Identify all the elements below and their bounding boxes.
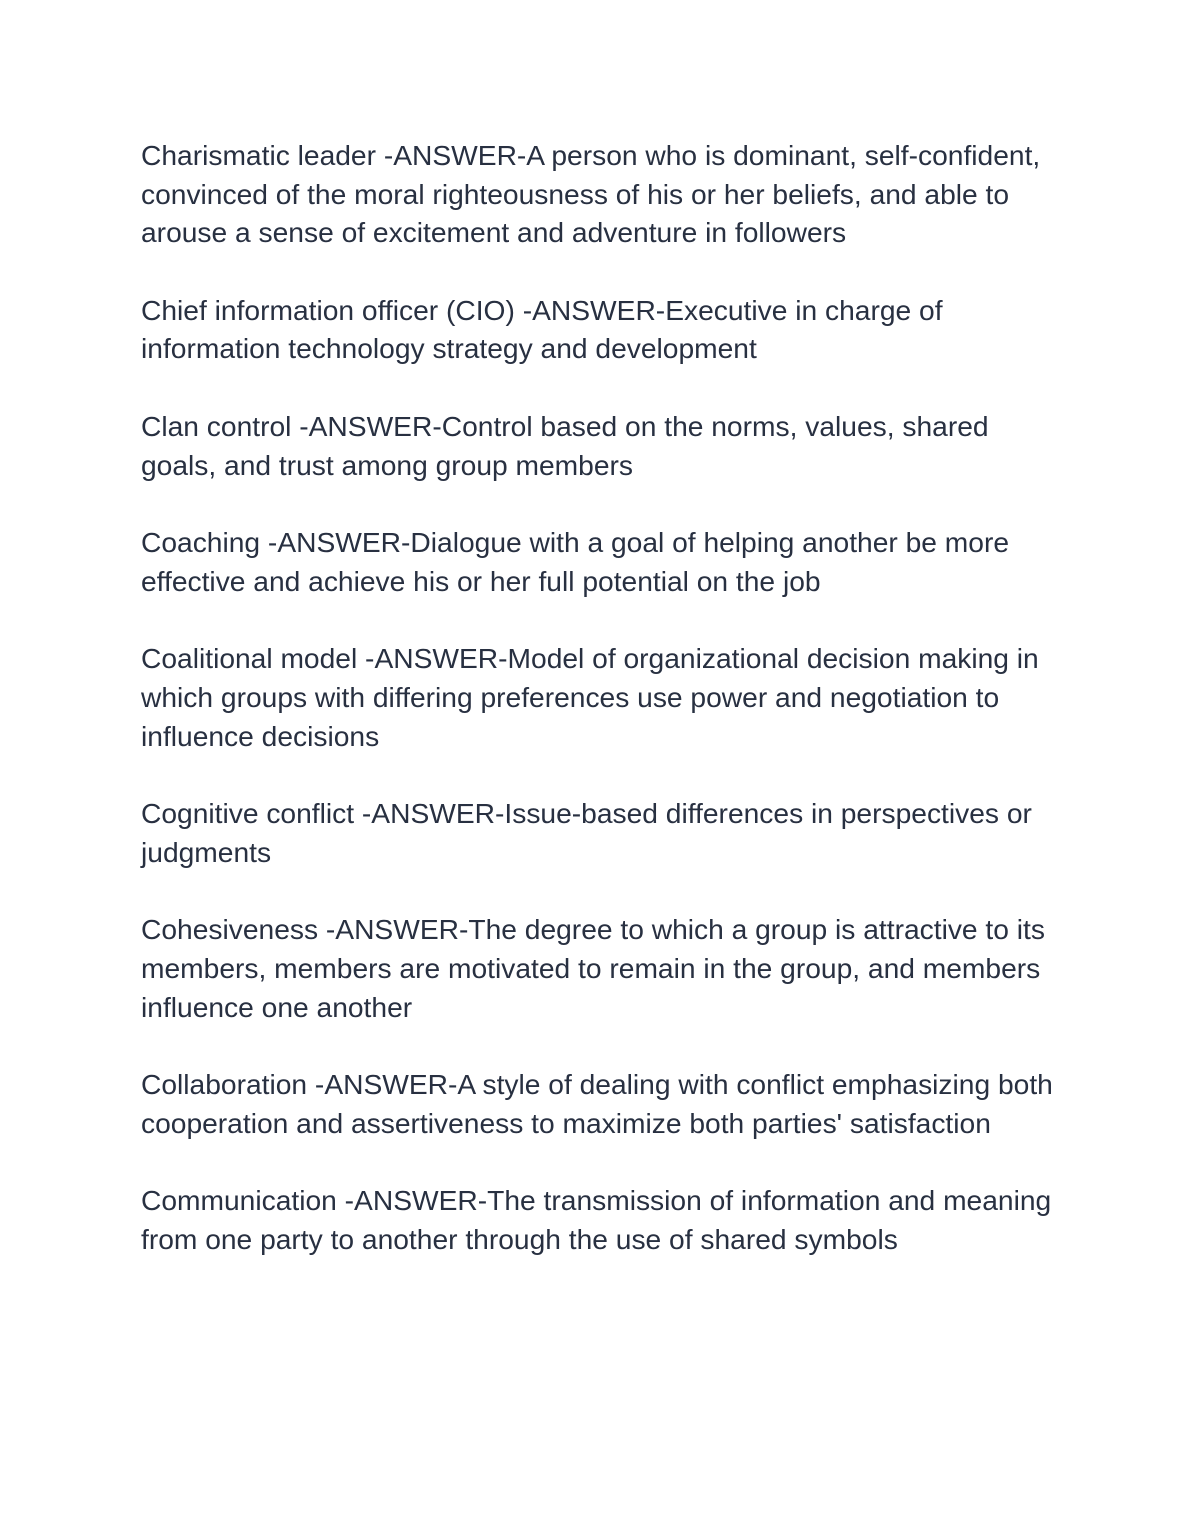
flashcard-entry-communication: Communication -ANSWER-The transmission of information and meaning from one party to another through the use of shared symbols — [141, 1184, 1052, 1255]
flashcard-entry-chief-information-officer: Chief information officer (CIO) -ANSWER-Executive in charge of information technology strategy and development — [141, 293, 943, 365]
flashcard-list — [141, 136, 1056, 1297]
flashcard-entry-cognitive-conflict: Cognitive conflict -ANSWER-Issue-based differences in perspectives or judgments — [141, 797, 1032, 868]
flashcard-entry-coaching: Coaching -ANSWER-Dialogue with a goal of helping another be more effective and achieve his or her full potential on the job — [141, 526, 1010, 597]
flashcard-entry-charismatic-leader: Charismatic leader -ANSWER-A person who is dominant, self-confident, convinced of the moral righteousness of his or her beliefs, and able to arouse a sense of excitement and adventure in followers — [141, 139, 1041, 249]
flashcard-entry-coalitional-model: Coalitional model -ANSWER-Model of organizational decision making in which groups with differing preferences use power and negotiation to influence decisions — [141, 642, 1039, 752]
flashcard-entry-cohesiveness: Cohesiveness -ANSWER-The degree to which a group is attractive to its members, members are motivated to remain in the group, and members influence one another — [141, 913, 1045, 1023]
flashcard-entry-clan-control: Clan control -ANSWER-Control based on the norms, values, shared goals, and trust among group members — [141, 409, 989, 481]
flashcard-entry-collaboration: Collaboration -ANSWER-A style of dealing with conflict emphasizing both cooperation and assertiveness to maximize both parties' satisfaction — [141, 1068, 1053, 1139]
